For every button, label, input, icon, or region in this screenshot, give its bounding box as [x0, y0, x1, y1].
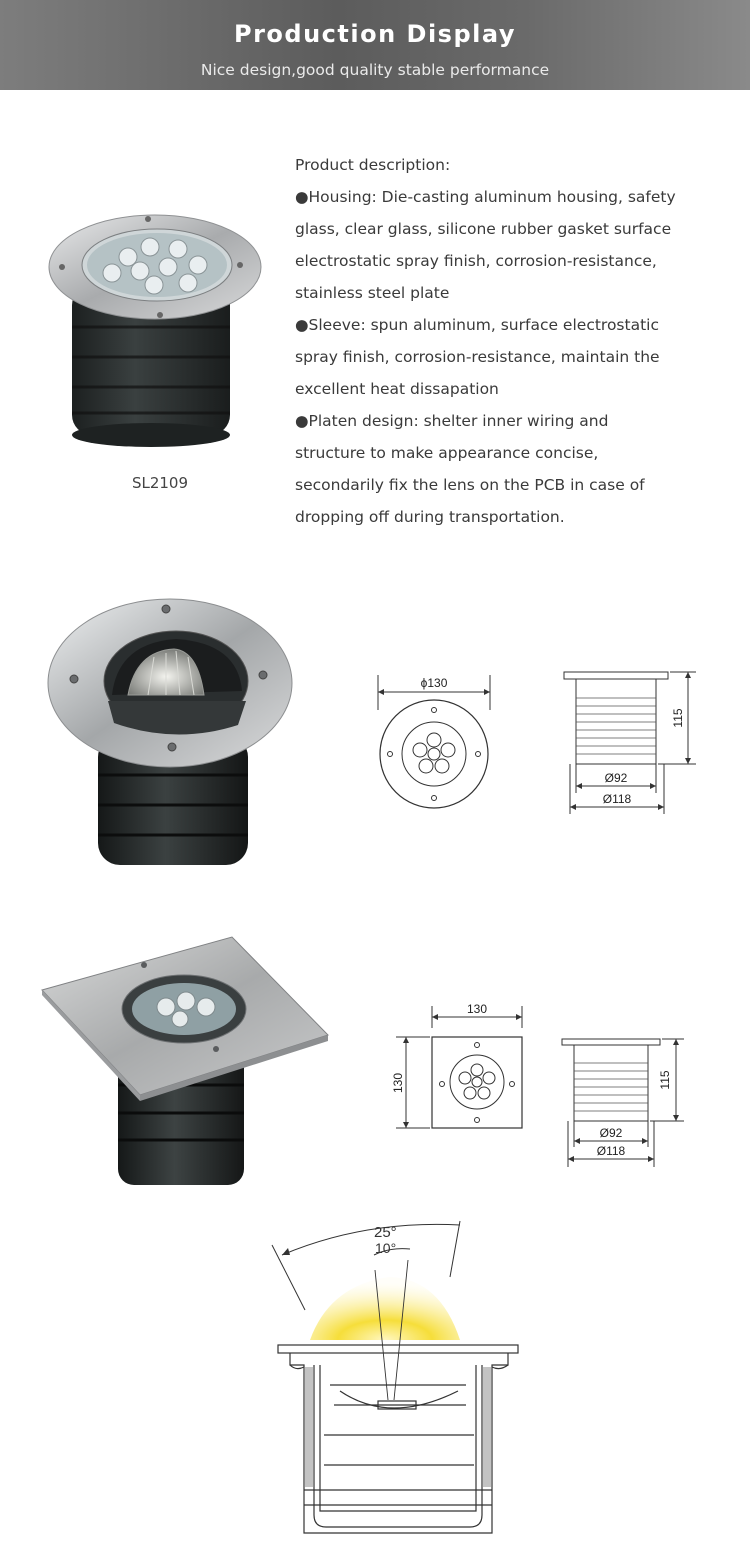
square-inner-diameter-label: Ø92 — [599, 1126, 623, 1140]
description-line: glass, clear glass, silicone rubber gasket surface — [295, 220, 672, 238]
round-inner-diameter-label: Ø92 — [604, 771, 628, 785]
inner-beam-angle-label: 10° — [375, 1240, 397, 1256]
square-width-label: 130 — [466, 1002, 488, 1016]
description-line: ●Sleeve: spun aluminum, surface electrostatic — [295, 316, 659, 334]
product-model-label: SL2109 — [131, 474, 189, 492]
description-line: stainless steel plate — [295, 284, 450, 302]
description-line: structure to make appearance concise, — [295, 444, 599, 462]
description-line: electrostatic spray finish, corrosion-resistance, — [295, 252, 657, 270]
banner-title: Production Display — [234, 20, 516, 48]
round-outer-diameter-label: Ø118 — [602, 792, 632, 806]
square-side-view-drawing — [560, 1035, 700, 1170]
round-diameter-label: ϕ130 — [420, 676, 448, 690]
banner-subtitle: Nice design,good quality stable performance — [200, 61, 550, 79]
description-line: secondarily fix the lens on the PCB in case of — [295, 476, 645, 494]
round-top-view-drawing — [370, 670, 500, 815]
description-line: spray finish, corrosion-resistance, maintain the — [295, 348, 660, 366]
round-height-label: 115 — [671, 708, 685, 728]
description-line: ●Housing: Die-casting aluminum housing, safety — [295, 188, 676, 206]
square-top-view-drawing — [390, 1000, 530, 1135]
outer-beam-angle-label: 25° — [374, 1224, 397, 1241]
description-line: excellent heat dissapation — [295, 380, 499, 398]
description-heading: Product description: — [295, 156, 451, 174]
header-banner — [0, 0, 750, 90]
product-photo-round-9led — [40, 205, 280, 455]
round-side-view-drawing — [560, 668, 700, 816]
product-photo-square — [40, 935, 330, 1195]
product-photo-round-cob — [48, 595, 298, 875]
product-description — [295, 149, 715, 533]
square-height-label: 130 — [391, 1072, 405, 1094]
description-line: ●Platen design: shelter inner wiring and — [295, 412, 609, 430]
description-line: dropping off during transportation. — [295, 508, 565, 526]
beam-angle-cross-section — [270, 1215, 530, 1535]
square-depth-label: 115 — [658, 1070, 672, 1090]
square-outer-diameter-label: Ø118 — [596, 1144, 626, 1158]
